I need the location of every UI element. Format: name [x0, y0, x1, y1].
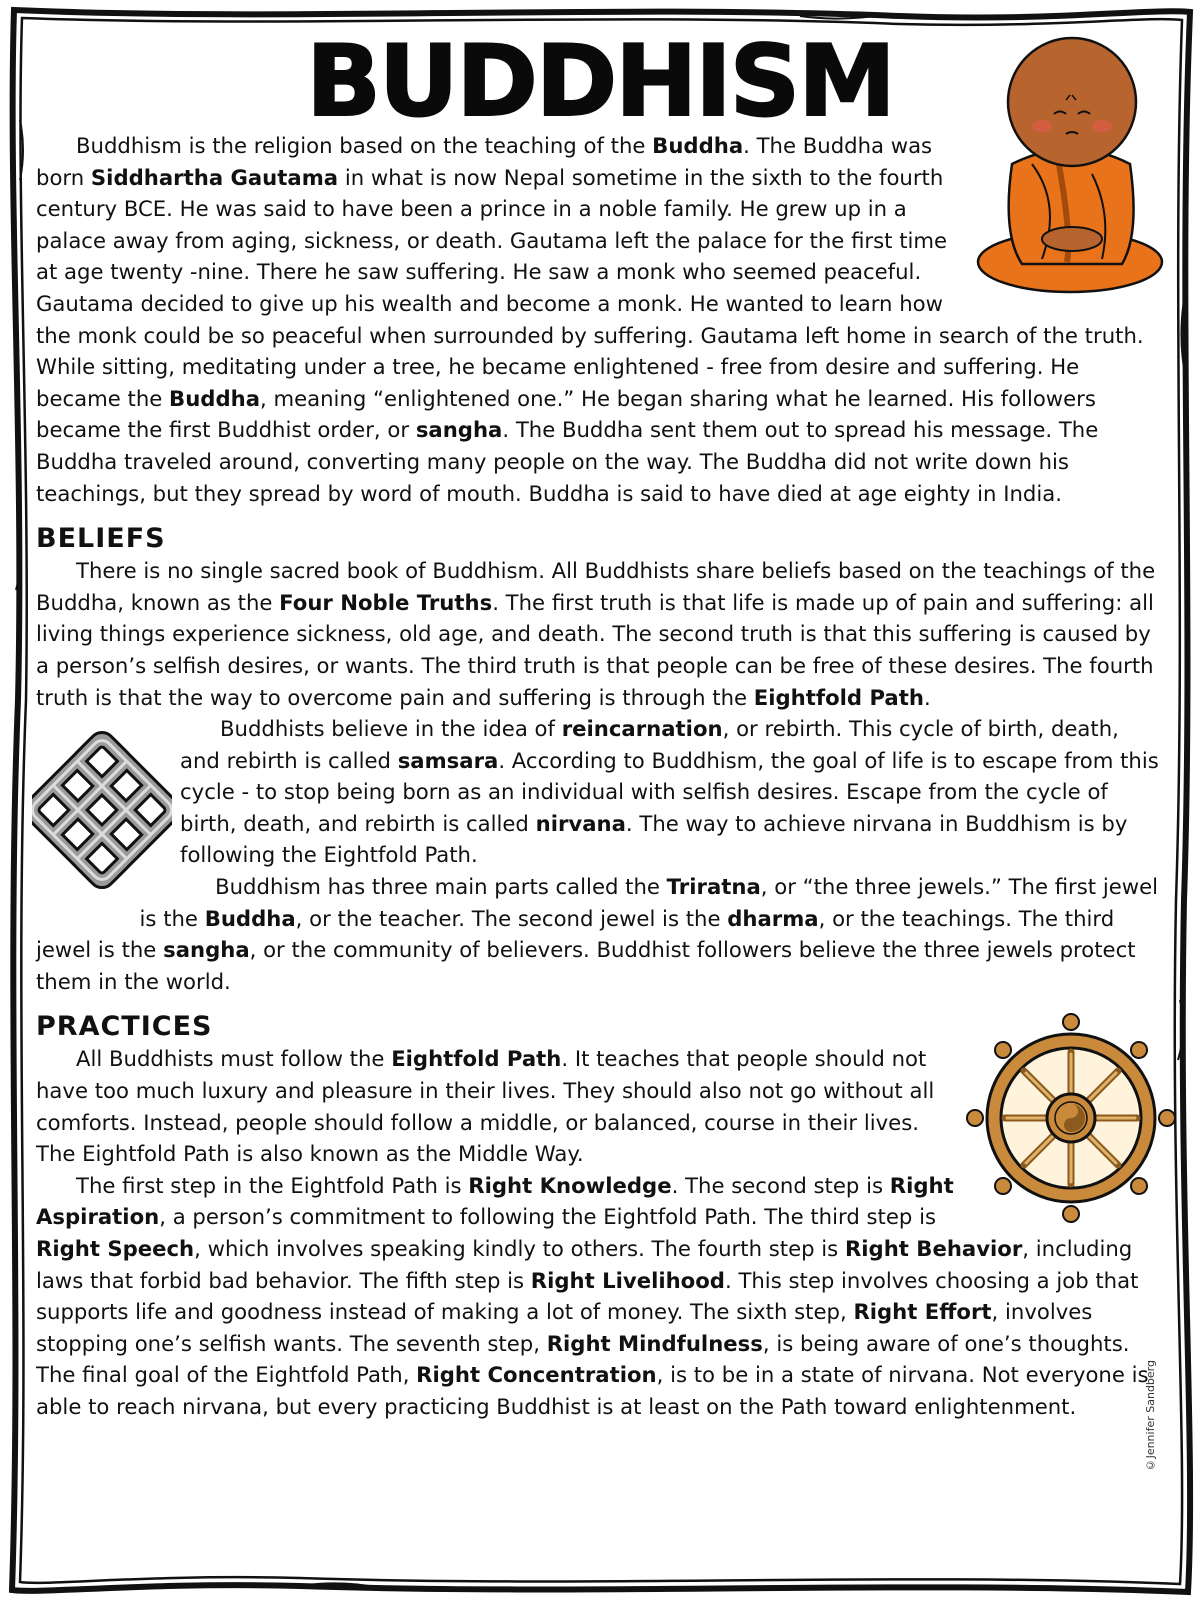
- term-samsara: samsara: [397, 747, 499, 773]
- endless-knot-icon: [32, 715, 172, 905]
- term-right-mindfulness: Right Mindfulness: [546, 1330, 763, 1356]
- term-siddhartha-gautama: Siddhartha Gautama: [90, 164, 339, 190]
- copyright-notice: ©Jennifer Sandberg: [1144, 1360, 1157, 1472]
- term-right-effort: Right Effort: [853, 1299, 992, 1325]
- intro-paragraph: Buddhism is the religion based on the teaching of the Buddha. The Buddha was born Siddhartha Gautama in what is now Nepal sometime in the sixth to the fourth century BCE. He was said to have been a prince in a noble family. He grew up in a palace away from aging, sickness, or death. Gautama left the palace for the first time at age twenty -nine. There he saw suffering. He saw a monk who seemed peaceful. Gautama decided to give up his wealth and become a monk. He wanted to learn how the monk could be so peaceful when surrounded by suffering. Gautama left home in search of the truth. While sitting, meditating under a tree, he became enlightened - free from desire and suffering. He became the Buddha, meaning “enlightened one.” He began sharing what he learned. His followers became the first Buddhist order, or sangha. The Buddha sent them out to spread his message. The Buddha traveled around, converting many people on the way. The Buddha did not write down his teachings, but they spread by word of mouth. Buddha is said to have died at age eighty in India.: [36, 133, 1144, 506]
- term-dharma: dharma: [727, 905, 819, 931]
- beliefs-paragraph-3: Buddhism has three main parts called the Triratna, or “the three jewels.” The first jewel is the Buddha, or the teacher. The second jewel is the dharma, or the teachings. The third jewel is the sangha, or the community of believers. Buddhist followers believe the three jewels protect them in the world.: [36, 874, 1159, 994]
- page-title: BUDDHISM: [306, 25, 894, 139]
- practices-heading: PRACTICES: [36, 1011, 213, 1043]
- beliefs-heading: BELIEFS: [36, 523, 166, 555]
- term-nirvana: nirvana: [535, 810, 626, 836]
- beliefs-paragraph-1: There is no single sacred book of Buddhism. All Buddhists share beliefs based on the teachings of the Buddha, known as the Four Noble Truths. The first truth is that life is made up of pain and suffering: all living things experience sickness, old age, and death. The second truth is that this suffering is caused by a person’s selfish desires, or wants. The third truth is that people can be free of these desires. The fourth truth is that the way to overcome pain and suffering is through the Eightfold Path.: [36, 558, 1156, 710]
- term-eightfold-path: Eightfold Path: [391, 1046, 562, 1072]
- practices-paragraph-1: All Buddhists must follow the Eightfold Path. It teaches that people should not have too much luxury and pleasure in their lives. They should also not go without all comforts. Instead, people should follow a middle, or balanced, course in their lives. The Eightfold Path is also known as the Middle Way.: [36, 1046, 935, 1167]
- term-eightfold-path: Eightfold Path: [753, 684, 924, 710]
- term-right-knowledge: Right Knowledge: [468, 1172, 672, 1198]
- term-right-speech: Right Speech: [36, 1236, 195, 1261]
- term-reincarnation: reincarnation: [561, 716, 723, 742]
- term-four-noble-truths: Four Noble Truths: [279, 589, 493, 615]
- term-right-concentration: Right Concentration: [416, 1362, 657, 1388]
- term-sangha: sangha: [163, 937, 250, 963]
- term-buddha: Buddha: [169, 385, 260, 411]
- term-sangha: sangha: [415, 417, 503, 443]
- practices-paragraph-2: The first step in the Eightfold Path is Right Knowledge. The second step is Right Aspiration, a person’s commitment to following the Eightfold Path. The third step is Right Speech, which involves speaking kindly to others. The fourth step is Right Behavior, including laws that forbid bad behavior. The fifth step is Right Livelihood. This step involves choosing a job that supports life and goodness instead of making a lot of money. The sixth step, Right Effort, involves stopping one’s selfish wants. The seventh step, Right Mindfulness, is being aware of one’s thoughts. The final goal of the Eightfold Path, Right Concentration, is to be in a state of nirvana. Not everyone is able to reach nirvana, but every practicing Buddhist is at least on the Path toward enlightenment.: [36, 1172, 1149, 1419]
- term-right-behavior: Right Behavior: [844, 1236, 1023, 1261]
- term-buddha: Buddha: [652, 133, 744, 158]
- worksheet: [36, 25, 1164, 1423]
- term-triratna: Triratna: [666, 874, 761, 900]
- term-right-livelihood: Right Livelihood: [530, 1267, 725, 1293]
- monk-illustration: [972, 34, 1172, 294]
- term-buddha: Buddha: [204, 905, 296, 931]
- dharma-wheel-icon: [966, 1013, 1176, 1223]
- term-right-aspiration: Right Aspiration: [36, 1172, 954, 1230]
- beliefs-paragraph-2: Buddhists believe in the idea of reincarnation, or rebirth. This cycle of birth, death, and rebirth is called samsara. According to Buddhism, the goal of life is to escape from this cycle - to stop being born as an individual with selfish desires. Escape from the cycle of birth, death, and rebirth is called nirvana. The way to achieve nirvana in Buddhism is by following the Eightfold Path.: [180, 716, 1159, 868]
